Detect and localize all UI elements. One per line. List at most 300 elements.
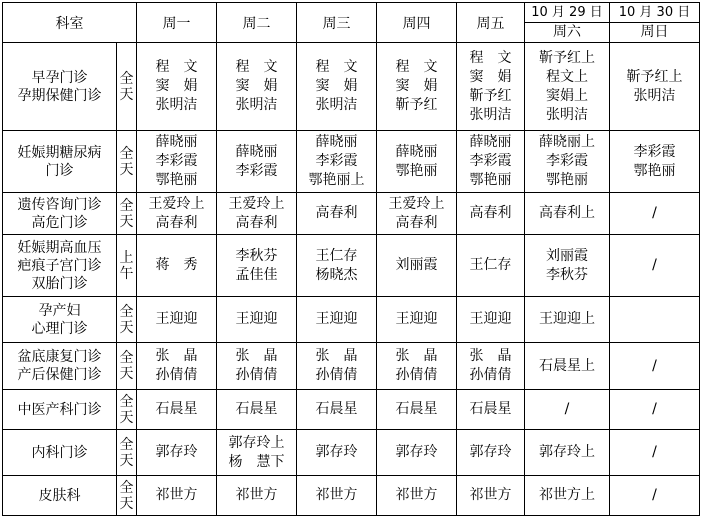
day-header-sun: [610, 3, 700, 43]
schedule-cell: [610, 297, 700, 343]
doctor-list: [297, 133, 376, 190]
schedule-cell: [297, 43, 377, 131]
doctor-name: 石晨星: [469, 401, 512, 417]
doctor-name: 祁世方: [315, 487, 358, 503]
doctor-name: 李彩霞: [633, 143, 676, 160]
schedule-cell: [217, 343, 297, 390]
schedule-cell: [377, 131, 457, 193]
session-char: 上: [119, 249, 134, 266]
session-cell: [117, 476, 137, 516]
dept-line: 门诊: [45, 162, 74, 179]
doctor-list: [610, 204, 699, 223]
dept-header: 科室: [3, 3, 137, 43]
schedule-cell: [525, 43, 610, 131]
dept-cell: [3, 390, 117, 430]
session-char: 全: [119, 70, 134, 87]
doctor-name: /: [564, 401, 570, 417]
doctor-list: [610, 143, 699, 181]
header-row: [3, 3, 700, 43]
doctor-name: 靳予红: [469, 87, 512, 104]
doctor-name: 孙倩倩: [235, 367, 278, 383]
doctor-list: [377, 443, 456, 462]
doctor-list: [610, 256, 699, 275]
doctor-name: 靳予红上: [626, 68, 683, 85]
session-char: 午: [119, 265, 134, 282]
doctor-name: 祁世方: [469, 487, 512, 503]
doctor-list: [377, 310, 456, 329]
doctor-list: [137, 310, 216, 329]
doctor-name: 王迎迎: [155, 311, 198, 327]
schedule-cell: [457, 343, 525, 390]
schedule-body: [3, 43, 700, 516]
doctor-name: 窦 娟: [469, 68, 512, 85]
doctor-name: 张 晶: [235, 348, 278, 364]
doctor-name: 郭存玲: [469, 444, 512, 460]
session-char: 天: [119, 319, 134, 336]
schedule-cell: [377, 235, 457, 297]
table-row: [3, 193, 700, 235]
doctor-list: [217, 143, 296, 181]
doctor-name: 薛晓丽: [155, 134, 198, 150]
doctor-name: 杨晓杰: [315, 266, 358, 283]
doctor-list: [217, 310, 296, 329]
doctor-name: 窦 娟: [395, 78, 438, 94]
dept-line: 内科门诊: [31, 444, 88, 461]
table-row: [3, 343, 700, 390]
schedule-cell: [610, 193, 700, 235]
schedule-cell: [525, 235, 610, 297]
doctor-name: 刘丽霞: [395, 257, 438, 273]
doctor-list: [217, 486, 296, 505]
doctor-list: [377, 195, 456, 233]
sat-date: 10 月 29 日: [525, 3, 609, 23]
schedule-cell: [297, 343, 377, 390]
doctor-name: 李彩霞: [546, 153, 588, 169]
session-char: 天: [119, 213, 134, 230]
doctor-name: 鄂艳丽: [633, 162, 676, 179]
doctor-name: 窦 娟: [235, 78, 278, 94]
doctor-name: 薛晓丽上: [539, 134, 595, 150]
doctor-name: /: [652, 487, 657, 503]
table-row: [3, 390, 700, 430]
session-char: 天: [119, 409, 134, 426]
doctor-name: 薛晓丽: [395, 143, 438, 160]
doctor-name: 李秋芬: [546, 266, 588, 283]
doctor-name: 张明洁: [469, 106, 512, 123]
schedule-cell: [137, 193, 217, 235]
doctor-name: /: [652, 401, 657, 417]
doctor-list: [457, 347, 524, 385]
doctor-name: 郭存玲: [315, 444, 358, 460]
doctor-name: 窦娟上: [546, 87, 588, 104]
doctor-name: 张明洁: [633, 87, 676, 104]
doctor-name: 张 晶: [155, 348, 198, 364]
dept-line: 心理门诊: [31, 320, 88, 337]
schedule-cell: [297, 476, 377, 516]
schedule-cell: [217, 476, 297, 516]
schedule-cell: [525, 476, 610, 516]
doctor-name: 高春利: [395, 214, 438, 231]
day-header-wed: 周三: [297, 3, 377, 43]
dept-line: 孕产妇: [38, 302, 81, 319]
doctor-name: 蒋 秀: [155, 257, 198, 273]
schedule-cell: [610, 131, 700, 193]
schedule-cell: [610, 390, 700, 430]
session-char: 天: [119, 452, 134, 469]
doctor-list: [217, 247, 296, 285]
doctor-name: 石晨星: [315, 401, 358, 417]
doctor-name: 石晨星: [235, 401, 278, 417]
dept-line: 孕期保健门诊: [17, 87, 102, 104]
table-row: [3, 43, 700, 131]
doctor-name: 张 晶: [315, 348, 358, 364]
schedule-cell: [297, 235, 377, 297]
doctor-name: 王迎迎: [395, 311, 438, 327]
doctor-list: [137, 133, 216, 190]
dept-cell: [3, 131, 117, 193]
doctor-list: [377, 256, 456, 275]
doctor-list: [457, 443, 524, 462]
doctor-list: [457, 400, 524, 419]
table-row: [3, 476, 700, 516]
schedule-cell: [457, 297, 525, 343]
doctor-name: 薛晓丽: [469, 134, 512, 150]
session-char: 全: [119, 350, 134, 366]
table-row: [3, 235, 700, 297]
doctor-name: 鄂艳丽: [546, 172, 588, 188]
day-header-fri: 周五: [457, 3, 525, 43]
doctor-list: [610, 486, 699, 505]
session-char: 全: [119, 436, 134, 453]
schedule-cell: [217, 390, 297, 430]
doctor-name: 孙倩倩: [469, 367, 512, 383]
dept-cell: [3, 430, 117, 476]
doctor-list: [525, 49, 609, 125]
schedule-cell: [377, 476, 457, 516]
doctor-list: [377, 143, 456, 181]
doctor-list: [297, 486, 376, 505]
doctor-list: [457, 133, 524, 190]
doctor-name: 程文上: [546, 68, 588, 85]
doctor-name: 张 晶: [395, 348, 438, 364]
doctor-list: [217, 400, 296, 419]
doctor-list: [377, 400, 456, 419]
doctor-name: 程 文: [235, 59, 278, 75]
session-char: 天: [119, 161, 134, 178]
doctor-name: 石晨星: [395, 401, 438, 417]
schedule-cell: [525, 390, 610, 430]
dept-line: 皮肤科: [38, 487, 81, 504]
doctor-name: 高春利: [155, 214, 198, 231]
schedule-cell: [457, 430, 525, 476]
doctor-name: 孙倩倩: [155, 367, 198, 383]
schedule-cell: [137, 43, 217, 131]
schedule-cell: [217, 430, 297, 476]
dept-line: 产后保健门诊: [17, 367, 102, 383]
doctor-name: 靳予红上: [539, 49, 595, 66]
schedule-cell: [525, 343, 610, 390]
doctor-list: [217, 195, 296, 233]
dept-cell: [3, 297, 117, 343]
schedule-cell: [137, 390, 217, 430]
doctor-list: [137, 443, 216, 462]
doctor-name: 郭存玲: [395, 444, 438, 460]
doctor-name: 祁世方上: [539, 487, 595, 503]
dept-cell: [3, 235, 117, 297]
dept-line: 妊娠期糖尿病: [17, 144, 102, 161]
schedule-cell: [377, 193, 457, 235]
session-char: 天: [119, 495, 134, 512]
session-cell: [117, 390, 137, 430]
doctor-name: 程 文: [315, 59, 358, 75]
table-row: [3, 131, 700, 193]
doctor-list: [610, 68, 699, 106]
schedule-cell: [217, 43, 297, 131]
doctor-list: [610, 400, 699, 419]
table-row: [3, 430, 700, 476]
doctor-list: [525, 204, 609, 223]
doctor-name: 杨 慧下: [228, 453, 285, 470]
schedule-table: [2, 2, 700, 516]
doctor-list: [457, 49, 524, 125]
dept-line: 早孕门诊: [31, 69, 88, 86]
dept-cell: [3, 43, 117, 131]
dept-line: 双胎门诊: [31, 275, 88, 292]
dept-line: 妊娠期高血压: [17, 239, 102, 256]
doctor-name: /: [652, 357, 657, 374]
doctor-list: [137, 486, 216, 505]
doctor-name: 程 文: [395, 59, 438, 75]
session-char: 全: [119, 393, 134, 410]
doctor-name: 张明洁: [546, 106, 588, 123]
doctor-list: [457, 486, 524, 505]
doctor-list: [137, 256, 216, 275]
session-char: 天: [119, 86, 134, 103]
doctor-name: 张明洁: [235, 97, 278, 113]
schedule-cell: [137, 131, 217, 193]
schedule-cell: [297, 430, 377, 476]
schedule-cell: [525, 430, 610, 476]
doctor-name: 王爱玲上: [388, 195, 445, 212]
doctor-list: [525, 486, 609, 505]
doctor-list: [525, 443, 609, 462]
dept-line: 中医产科门诊: [17, 401, 102, 418]
doctor-name: 李彩霞: [469, 153, 512, 169]
doctor-list: [377, 58, 456, 115]
sun-date: 10 月 30 日: [610, 3, 699, 23]
schedule-cell: [137, 476, 217, 516]
doctor-list: [217, 58, 296, 115]
doctor-name: 李彩霞: [155, 153, 198, 169]
day-header-thu: 周四: [377, 3, 457, 43]
doctor-name: 祁世方: [235, 487, 278, 503]
doctor-name: 靳予红: [395, 97, 438, 113]
schedule-cell: [457, 193, 525, 235]
doctor-list: [377, 347, 456, 385]
doctor-list: [217, 347, 296, 385]
schedule-cell: [217, 193, 297, 235]
schedule-cell: [377, 343, 457, 390]
schedule-cell: [610, 430, 700, 476]
doctor-name: 薛晓丽: [235, 143, 278, 160]
doctor-list: [137, 347, 216, 385]
session-char: 天: [119, 366, 134, 382]
schedule-cell: [457, 235, 525, 297]
doctor-name: 王仁存: [469, 257, 512, 273]
schedule-cell: [377, 430, 457, 476]
doctor-name: 张明洁: [155, 97, 198, 113]
session-cell: [117, 430, 137, 476]
doctor-list: [525, 310, 609, 329]
schedule-cell: [610, 235, 700, 297]
session-cell: [117, 43, 137, 131]
doctor-name: 鄂艳丽: [469, 172, 512, 188]
schedule-cell: [377, 43, 457, 131]
schedule-cell: [217, 131, 297, 193]
sun-label: 周日: [640, 24, 669, 40]
schedule-cell: [525, 193, 610, 235]
sat-label: 周六: [553, 24, 581, 40]
doctor-name: 鄂艳丽: [395, 162, 438, 179]
doctor-list: [297, 58, 376, 115]
session-char: 全: [119, 303, 134, 320]
dept-line: 疤痕子宫门诊: [17, 257, 102, 274]
doctor-list: [525, 357, 609, 376]
doctor-name: 鄂艳丽上: [308, 172, 365, 188]
schedule-cell: [137, 235, 217, 297]
doctor-list: [610, 443, 699, 462]
doctor-name: 王迎迎: [469, 311, 512, 327]
doctor-name: 高春利上: [539, 205, 595, 221]
doctor-list: [217, 434, 296, 472]
session-cell: [117, 235, 137, 297]
dept-cell: [3, 343, 117, 390]
schedule-cell: [610, 476, 700, 516]
session-cell: [117, 131, 137, 193]
doctor-name: 李彩霞: [235, 162, 278, 179]
doctor-list: [297, 247, 376, 285]
doctor-list: [525, 400, 609, 419]
doctor-list: [137, 58, 216, 115]
schedule-cell: [377, 390, 457, 430]
schedule-cell: [217, 297, 297, 343]
session-char: 全: [119, 197, 134, 214]
schedule-cell: [457, 476, 525, 516]
schedule-cell: [525, 131, 610, 193]
doctor-name: 程 文: [469, 49, 512, 66]
doctor-name: 鄂艳丽: [155, 172, 198, 188]
schedule-cell: [457, 131, 525, 193]
doctor-name: 王爱玲上: [228, 195, 285, 212]
session-cell: [117, 193, 137, 235]
session-cell: [117, 343, 137, 390]
doctor-list: [610, 357, 699, 376]
day-header-tue: 周二: [217, 3, 297, 43]
dept-line: 高危门诊: [31, 214, 88, 231]
session-char: 全: [119, 479, 134, 496]
doctor-list: [297, 310, 376, 329]
doctor-list: [297, 347, 376, 385]
schedule-cell: [217, 235, 297, 297]
doctor-name: 张 晶: [469, 348, 512, 364]
dept-cell: [3, 193, 117, 235]
doctor-list: [137, 195, 216, 233]
doctor-list: [137, 400, 216, 419]
doctor-name: /: [652, 257, 657, 273]
doctor-list: [457, 204, 524, 223]
doctor-name: 孟佳佳: [235, 266, 278, 283]
schedule-cell: [525, 297, 610, 343]
doctor-name: 郭存玲上: [539, 444, 595, 460]
schedule-cell: [137, 343, 217, 390]
doctor-name: 祁世方: [395, 487, 438, 503]
doctor-name: 王仁存: [315, 247, 358, 264]
doctor-list: [457, 310, 524, 329]
schedule-cell: [137, 430, 217, 476]
schedule-cell: [610, 343, 700, 390]
doctor-name: 祁世方: [155, 487, 198, 503]
schedule-cell: [297, 390, 377, 430]
session-char: 全: [119, 145, 134, 162]
doctor-name: 石晨星: [155, 401, 198, 417]
schedule-cell: [457, 390, 525, 430]
doctor-name: 王爱玲上: [148, 195, 205, 212]
doctor-name: 李彩霞: [315, 153, 358, 169]
doctor-name: 张明洁: [315, 97, 358, 113]
doctor-list: [297, 400, 376, 419]
doctor-name: /: [652, 205, 657, 221]
schedule-cell: [297, 131, 377, 193]
doctor-name: 王迎迎: [315, 311, 358, 327]
table-row: [3, 297, 700, 343]
doctor-name: 程 文: [155, 59, 198, 75]
day-header-sat: [525, 3, 610, 43]
doctor-name: 高春利: [315, 205, 358, 221]
schedule-cell: [297, 193, 377, 235]
schedule-cell: [377, 297, 457, 343]
doctor-name: /: [652, 444, 657, 460]
schedule-cell: [137, 297, 217, 343]
dept-cell: [3, 476, 117, 516]
schedule-cell: [457, 43, 525, 131]
doctor-name: 高春利: [469, 205, 512, 221]
session-cell: [117, 297, 137, 343]
day-header-mon: 周一: [137, 3, 217, 43]
doctor-name: 孙倩倩: [315, 367, 358, 383]
doctor-name: 王迎迎上: [539, 311, 595, 327]
schedule-cell: [297, 297, 377, 343]
doctor-list: [457, 256, 524, 275]
doctor-name: 薛晓丽: [315, 134, 358, 150]
doctor-name: 窦 娟: [155, 78, 198, 94]
doctor-name: 窦 娟: [315, 78, 358, 94]
doctor-list: [297, 443, 376, 462]
doctor-name: 刘丽霞: [546, 247, 588, 264]
dept-line: 盆底康复门诊: [17, 349, 102, 365]
doctor-list: [525, 133, 609, 190]
doctor-list: [525, 247, 609, 285]
dept-line: 遗传咨询门诊: [17, 196, 102, 213]
doctor-name: 郭存玲: [155, 444, 198, 460]
doctor-name: 王迎迎: [235, 311, 278, 327]
doctor-name: 高春利: [235, 214, 278, 231]
doctor-name: 郭存玲上: [228, 434, 285, 451]
doctor-name: 石晨星上: [539, 357, 595, 374]
doctor-name: 李秋芬: [235, 247, 278, 264]
doctor-name: 孙倩倩: [395, 367, 438, 383]
doctor-list: [297, 204, 376, 223]
schedule-cell: [610, 43, 700, 131]
